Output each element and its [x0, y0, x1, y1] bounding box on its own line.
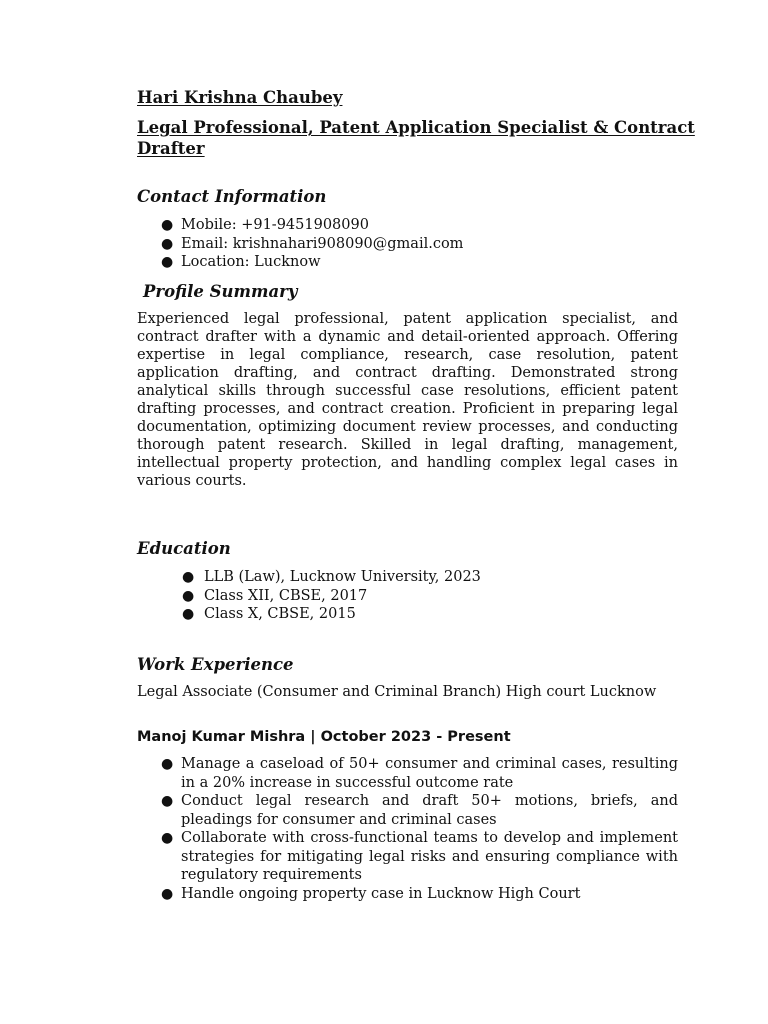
education-list	[182, 568, 481, 624]
education-item: ● Class XII, CBSE, 2017	[182, 587, 368, 604]
bullet-icon: ●	[161, 830, 174, 846]
bullet-icon: ●	[161, 793, 174, 809]
bullet-icon: ●	[161, 235, 174, 252]
job-title: Legal Associate (Consumer and Criminal Branch) High court Lucknow	[137, 684, 657, 700]
candidate-name: Hari Krishna Chaubey	[137, 88, 343, 107]
contact-item-mobile: ● Mobile: +91-9451908090	[161, 217, 369, 233]
education-item: ● LLB (Law), Lucknow University, 2023	[182, 569, 481, 585]
duty-item: ● Manage a caseload of 50+ consumer and criminal cases, resulting in a 20% increase in successful outcome rate	[161, 756, 678, 791]
profile-heading: Profile Summary	[143, 282, 298, 301]
contact-item-location: ● Location: Lucknow	[161, 254, 321, 270]
work-experience-heading: Work Experience	[137, 655, 294, 674]
duty-item: ● Handle ongoing property case in Lucknow High Court	[161, 885, 581, 902]
bullet-icon: ●	[161, 756, 174, 772]
bullet-icon: ●	[161, 254, 174, 270]
profile-summary-text: Experienced legal professional, patent application specialist, and contract drafter with a dynamic and detail-oriented approach. Offering expertise in legal compliance, research, case resolution, patent application drafting, and contract drafting. Demonstrated strong analytical skills through successful case resolutions, efficient patent drafting processes, and contract creation. Proficient in preparing legal documentation, optimizing document review processes, and conducting thorough patent research. Skilled in legal drafting, management, intellectual property protection, and handling complex legal cases in various courts.	[137, 311, 678, 489]
contact-item-email: ● Email: krishnahari908090@gmail.com	[161, 235, 464, 252]
duty-item: ● Collaborate with cross-functional teams to develop and implement strategies for mitigating legal risks and ensuring compliance with regulatory requirements	[161, 830, 678, 883]
duty-item: ● Conduct legal research and draft 50+ motions, briefs, and pleadings for consumer and criminal cases	[161, 793, 678, 828]
bullet-icon: ●	[161, 217, 174, 233]
bullet-icon: ●	[182, 606, 195, 622]
candidate-role: Legal Professional, Patent Application Specialist & Contract Drafter	[137, 118, 695, 158]
bullet-icon: ●	[182, 569, 195, 585]
contact-heading: Contact Information	[137, 187, 327, 206]
bullet-icon: ●	[161, 885, 174, 902]
employer-line: Manoj Kumar Mishra | October 2023 - Present	[137, 729, 511, 745]
duties-list	[161, 755, 678, 903]
bullet-icon: ●	[182, 587, 195, 604]
contact-list	[161, 216, 464, 272]
education-item: ● Class X, CBSE, 2015	[182, 606, 356, 622]
education-heading: Education	[137, 539, 231, 558]
